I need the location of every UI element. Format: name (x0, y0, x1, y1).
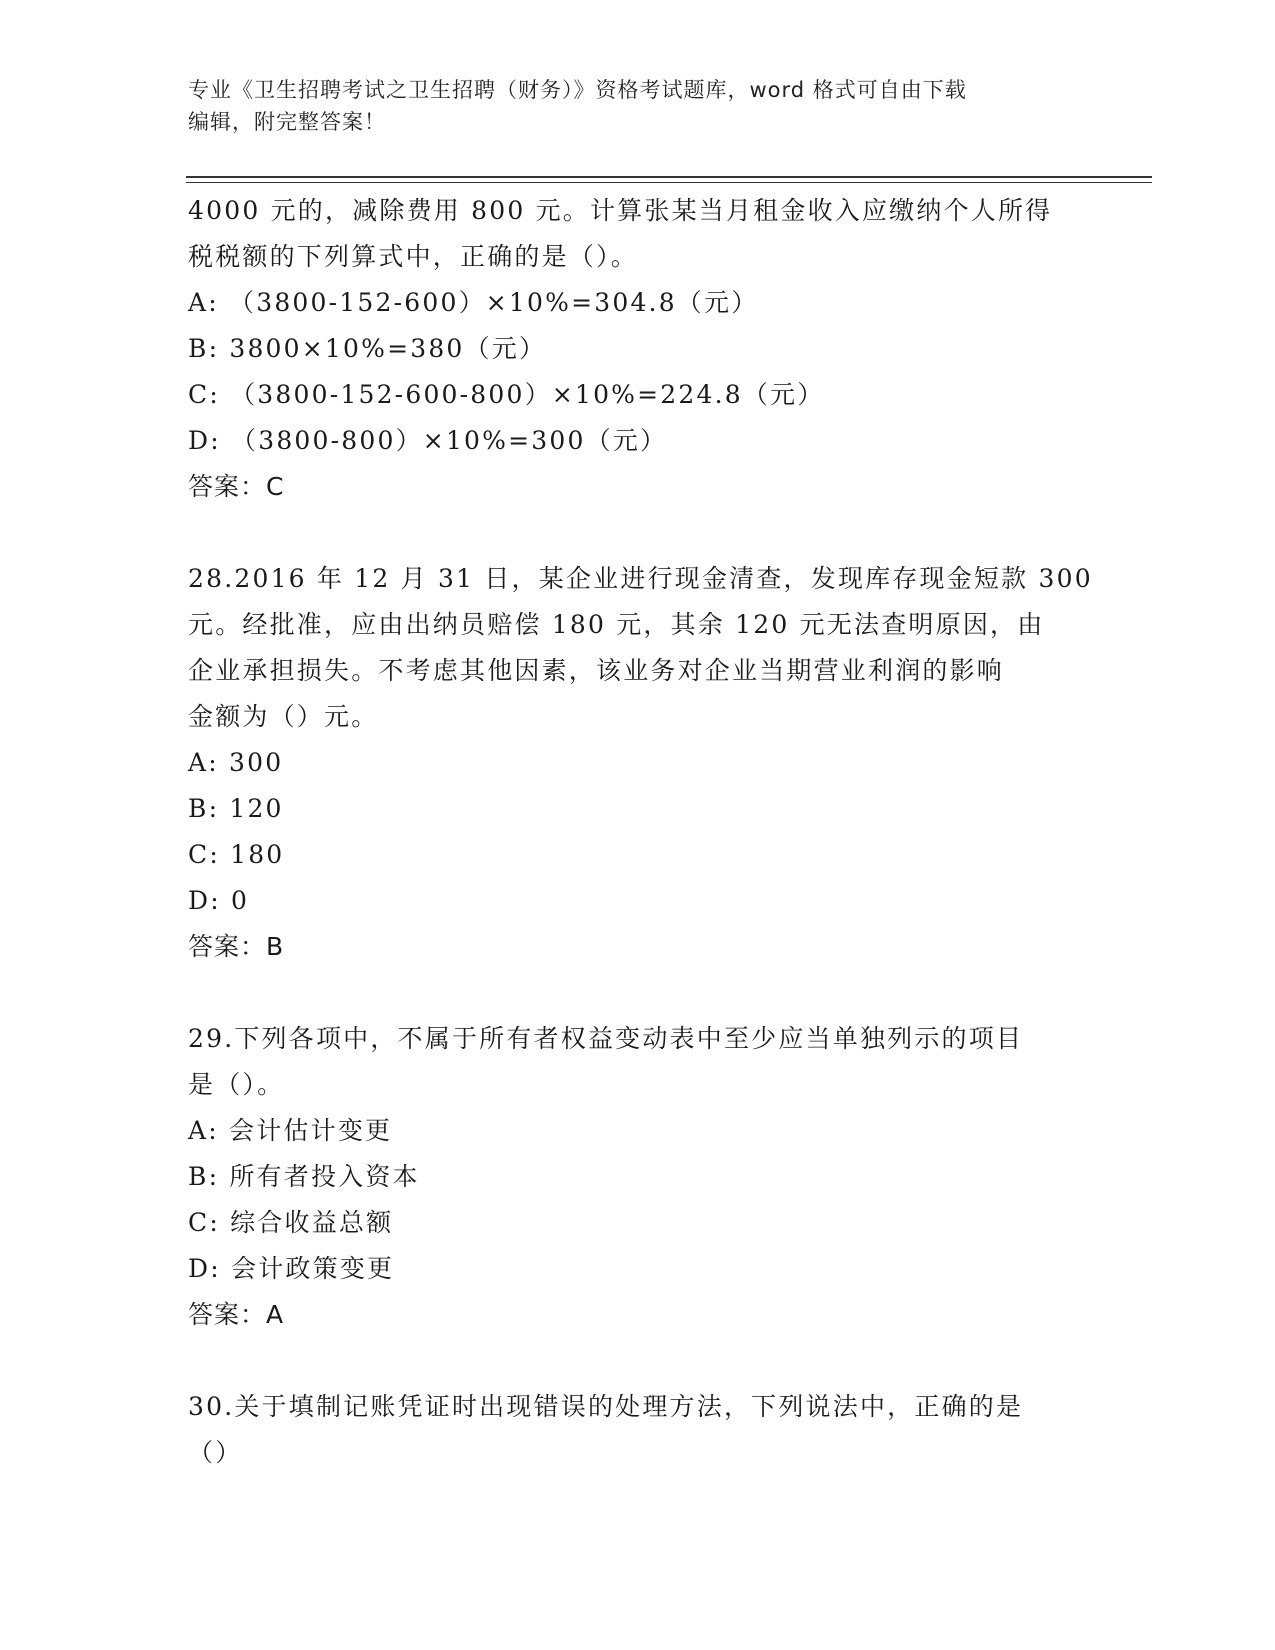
header-divider-thick (186, 176, 1152, 178)
question-text-line: 是（）。 (188, 1070, 285, 1099)
answer-label: 答案：C (188, 472, 285, 501)
question-text-line: 元。经批准，应由出纳员赔偿 180 元，其余 120 元无法查明原因，由 (188, 610, 1045, 639)
question-text-line: 税税额的下列算式中，正确的是（）。 (188, 242, 638, 271)
question-text-line: 4000 元的，减除费用 800 元。计算张某当月租金收入应缴纳个人所得 (188, 196, 1053, 225)
question-30 (188, 1384, 1088, 1476)
question-text-line: 29.下列各项中，不属于所有者权益变动表中至少应当单独列示的项目 (188, 1024, 1024, 1053)
question-text-line: 企业承担损失。不考虑其他因素，该业务对企业当期营业利润的影响 (188, 656, 1005, 685)
question-text-line: （） (188, 1438, 243, 1467)
question-text-line: 28.2016 年 12 月 31 日，某企业进行现金清查，发现库存现金短款 300 (188, 564, 1093, 593)
answer-label: 答案：B (188, 932, 285, 961)
header-divider-thin (186, 182, 1152, 183)
option-a: A: 300 (188, 748, 284, 777)
question-27-continuation (188, 188, 1088, 510)
answer-label: 答案：A (188, 1300, 285, 1329)
question-content (188, 188, 1093, 1476)
option-c: C: （3800-152-600-800）×10%=224.8（元） (188, 380, 825, 409)
option-b: B: 所有者投入资本 (188, 1162, 420, 1191)
option-d: D: （3800-800）×10%=300（元） (188, 426, 668, 455)
spacer (188, 510, 1088, 556)
option-a: A: （3800-152-600）×10%=304.8（元） (188, 288, 759, 317)
header-line-2: 编辑，附完整答案！ (188, 110, 386, 134)
spacer (188, 970, 1088, 1016)
question-text-line: 金额为（）元。 (188, 702, 379, 731)
question-text-line: 30.关于填制记账凭证时出现错误的处理方法，下列说法中，正确的是 (188, 1392, 1024, 1421)
document-header (188, 74, 1068, 138)
option-b: B: 120 (188, 794, 284, 823)
option-d: D: 会计政策变更 (188, 1254, 395, 1283)
question-29 (188, 1016, 1088, 1338)
spacer (188, 1338, 1088, 1384)
option-b: B: 3800×10%=380（元） (188, 334, 547, 363)
option-d: D: 0 (188, 886, 250, 915)
header-line-1: 专业《卫生招聘考试之卫生招聘（财务）》资格考试题库，word 格式可自由下载 (188, 78, 967, 102)
option-a: A: 会计估计变更 (188, 1116, 393, 1145)
option-c: C: 综合收益总额 (188, 1208, 394, 1237)
question-28 (188, 556, 1093, 970)
option-c: C: 180 (188, 840, 285, 869)
